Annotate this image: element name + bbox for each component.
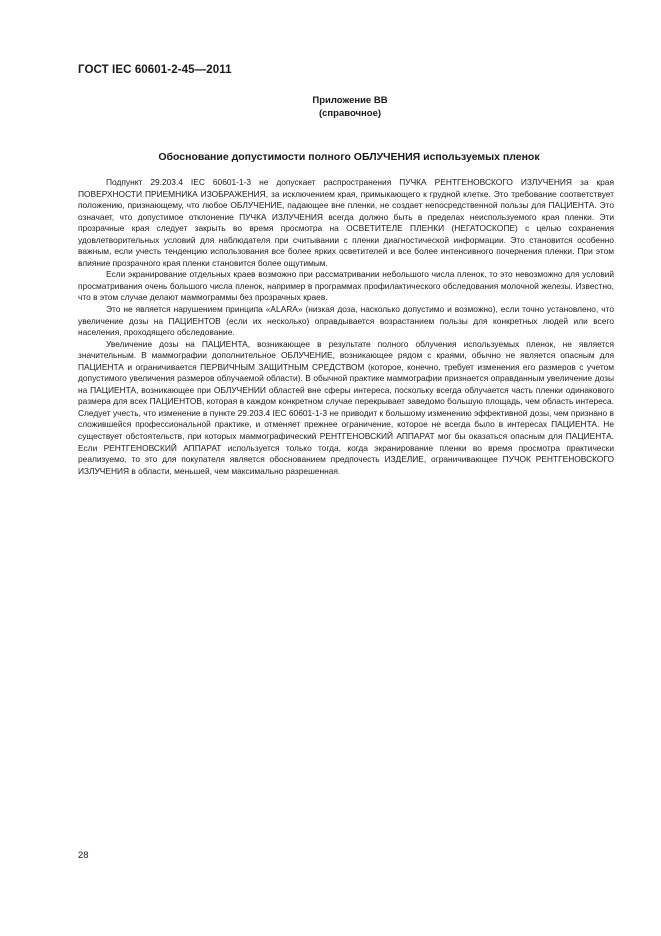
appendix-heading — [0, 94, 661, 120]
section-title: Обоснование допустимости полного ОБЛУЧЕНИЯ используемых пленок — [158, 151, 540, 163]
page-number: 28 — [78, 850, 89, 861]
appendix-label: Приложение ВВ — [312, 95, 388, 106]
appendix-note: (справочное) — [318, 108, 382, 119]
paragraph: Если экранирование отдельных краев возможно при рассматривании небольшого числа пленок, то это невозможно для условий просматривания очень большого числа пленок, например в программах профилактического обследования молочной железы. Известно, что в этом случае делают маммограммы без прозрачных краев. — [78, 269, 614, 303]
paragraph: Увеличение дозы на ПАЦИЕНТА, возникающее в результате полного облучения используемых пленок, не является значительным. В маммографии дополнительное ОБЛУЧЕНИЕ, возникающее рядом с краями, обычно не является опасным для ПАЦИЕНТА и ограничивается ПЕРВИЧНЫМ ЗАЩИТНЫМ СРЕДСТВОМ (которое, конечно, требует изменения его размеров с учетом допустимого увеличения размеров облучаемой области). В обычной практике маммографии признается оправданным увеличение дозы на ПАЦИЕНТА, возникающее при ОБЛУЧЕНИИ областей вне сферы интереса, поскольку всегда облучается часть пленки одинакового размера для всех ПАЦИЕНТОВ, которая в каждом конкретном случае перекрывает заведомо большую площадь, чем область интереса. Следует учесть, что изменение в пункте 29.203.4 IEC 60601-1-3 не приводит к большому изменению эффективной дозы, чем признано в сложившейся профессиональной практике, и отменяет прежнее ограничение, которое не всегда было в интересах ПАЦИЕНТА. Не существует обстоятельств, при которых маммографический РЕНТГЕНОВСКИЙ АППАРАТ мог бы оказаться опасным для ПАЦИЕНТА. Если РЕНТГЕНОВСКИЙ АППАРАТ используется только тогда, когда экранирование пленки во время просмотра практически реализуемо, то это для покупателя является обоснованием предпочесть ИЗДЕЛИЕ, ограничивающее ПУЧОК РЕНТГЕНОВСКОГО ИЗЛУЧЕНИЯ в области, меньшей, чем максимально разрешенная. — [78, 338, 614, 476]
paragraph: Подпункт 29.203.4 IEC 60601-1-3 не допускает распространения ПУЧКА РЕНТГЕНОВСКОГО ИЗЛУЧЕНИЯ за края ПОВЕРХНОСТИ ПРИЕМНИКА ИЗОБРАЖЕНИЯ, за исключением края, примыкающего к грудной клетке. Это требование соответствует положению, признающему, что любое ОБЛУЧЕНИЕ, падающее вне пленки, не создает непосредственной пользы для ПАЦИЕНТА. Это означает, что допустимое отклонение ПУЧКА ИЗЛУЧЕНИЯ всегда должно быть в пределах неиспользуемого края пленки. Эти прозрачные края следует закрыть во время просмотра на ОСВЕТИТЕЛЕ ПЛЕНКИ (НЕГАТОСКОПЕ) с целью сохранения удовлетворительных условий для наблюдателя при считывании с пленки диагностической информации. Это становится особенно важным, если учесть тенденцию использования все более ярких осветителей и все более интенсивного почернения пленки. При этом влияние прозрачного края пленки становится более ощутимым. — [78, 177, 614, 268]
paragraph: Это не является нарушением принципа «ALARA» (низкая доза, насколько допустимо и возможно), если точно установлено, что увеличение дозы на ПАЦИЕНТОВ (если их несколько) оправдывается возрастанием пользы для конкретных людей или всего населения, проходящего обследование. — [78, 304, 614, 338]
standard-code-header: ГОСТ IEC 60601-2-45—2011 — [78, 64, 232, 76]
body-text — [78, 177, 614, 477]
